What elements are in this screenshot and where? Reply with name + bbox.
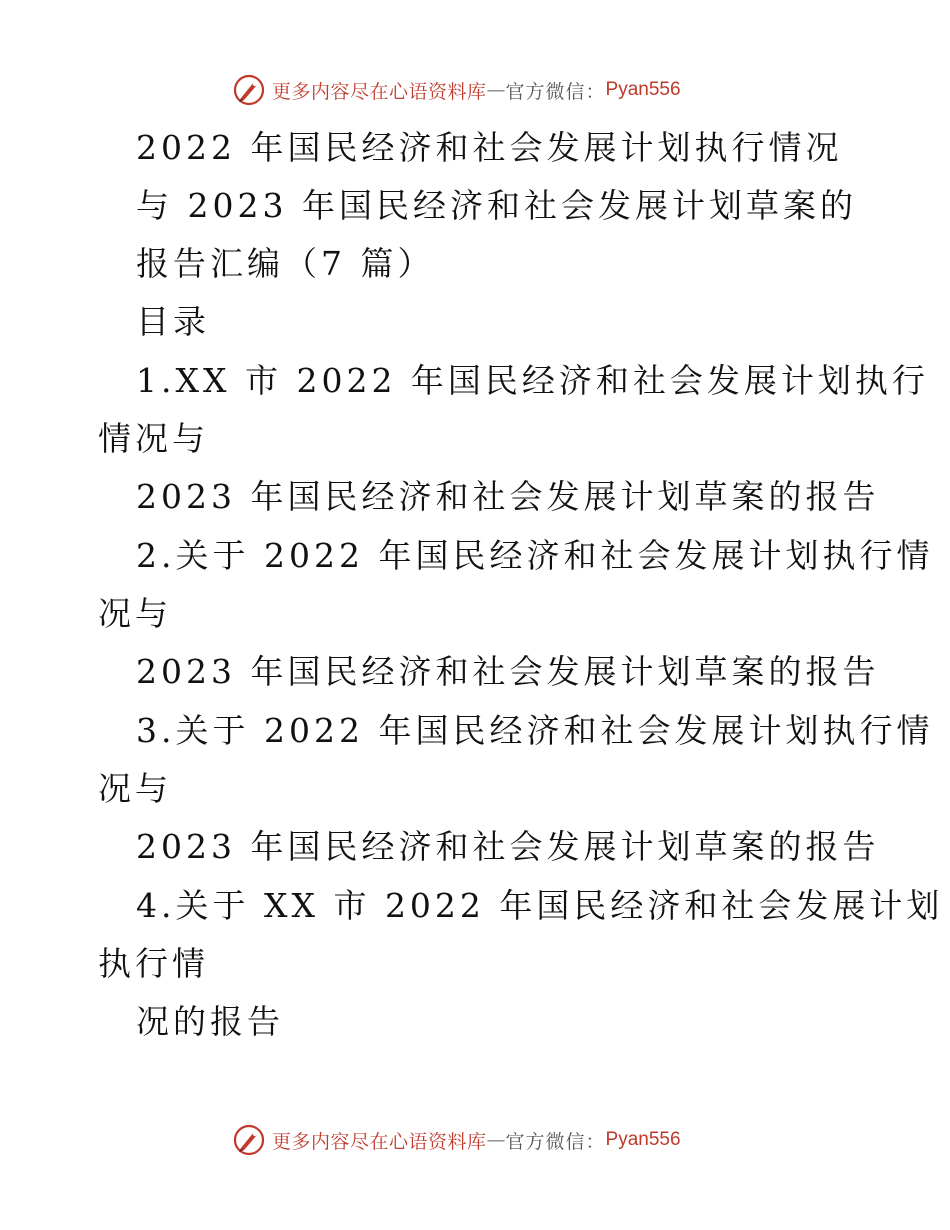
header-banner bbox=[232, 72, 681, 108]
toc-item-2-line-3: 2023 年国民经济和社会发展计划草案的报告 bbox=[136, 652, 880, 691]
toc-item-3-line-3: 2023 年国民经济和社会发展计划草案的报告 bbox=[136, 827, 880, 866]
document-title-line-3: 报告汇编（7 篇） bbox=[136, 244, 435, 283]
toc-item-4-line-1: 4.关于 XX 市 2022 年国民经济和社会发展计划 bbox=[136, 886, 944, 925]
banner-separator: — bbox=[486, 1129, 506, 1151]
toc-item-2-line-2: 况与 bbox=[98, 594, 172, 633]
toc-item-2-line-1: 2.关于 2022 年国民经济和社会发展计划执行情 bbox=[136, 536, 934, 575]
quill-logo-icon bbox=[232, 73, 266, 107]
quill-logo-icon bbox=[232, 1123, 266, 1157]
toc-item-1-line-2: 情况与 bbox=[98, 419, 209, 458]
banner-slogan: 更多内容尽在心语资料库 bbox=[272, 80, 487, 103]
toc-item-3-line-1: 3.关于 2022 年国民经济和社会发展计划执行情 bbox=[136, 711, 934, 750]
banner-wechat-label: 官方微信： bbox=[505, 1130, 606, 1153]
toc-item-1-line-3: 2023 年国民经济和社会发展计划草案的报告 bbox=[136, 477, 880, 516]
banner-separator: — bbox=[486, 79, 506, 101]
toc-item-3-line-2: 况与 bbox=[98, 769, 172, 808]
document-title-line-1: 2022 年国民经济和社会发展计划执行情况 bbox=[136, 128, 843, 167]
banner-wechat-id: Pyan556 bbox=[605, 79, 681, 100]
toc-item-1-line-1: 1.XX 市 2022 年国民经济和社会发展计划执行 bbox=[136, 361, 929, 400]
banner-slogan: 更多内容尽在心语资料库 bbox=[272, 1130, 487, 1153]
toc-item-4-line-3: 况的报告 bbox=[136, 1002, 284, 1041]
document-title-line-2: 与 2023 年国民经济和社会发展计划草案的 bbox=[136, 186, 857, 225]
toc-heading: 目录 bbox=[136, 302, 210, 341]
banner-wechat-id: Pyan556 bbox=[605, 1129, 681, 1150]
toc-item-4-line-2: 执行情 bbox=[98, 944, 209, 983]
footer-banner bbox=[232, 1122, 681, 1158]
banner-wechat-label: 官方微信： bbox=[505, 80, 606, 103]
